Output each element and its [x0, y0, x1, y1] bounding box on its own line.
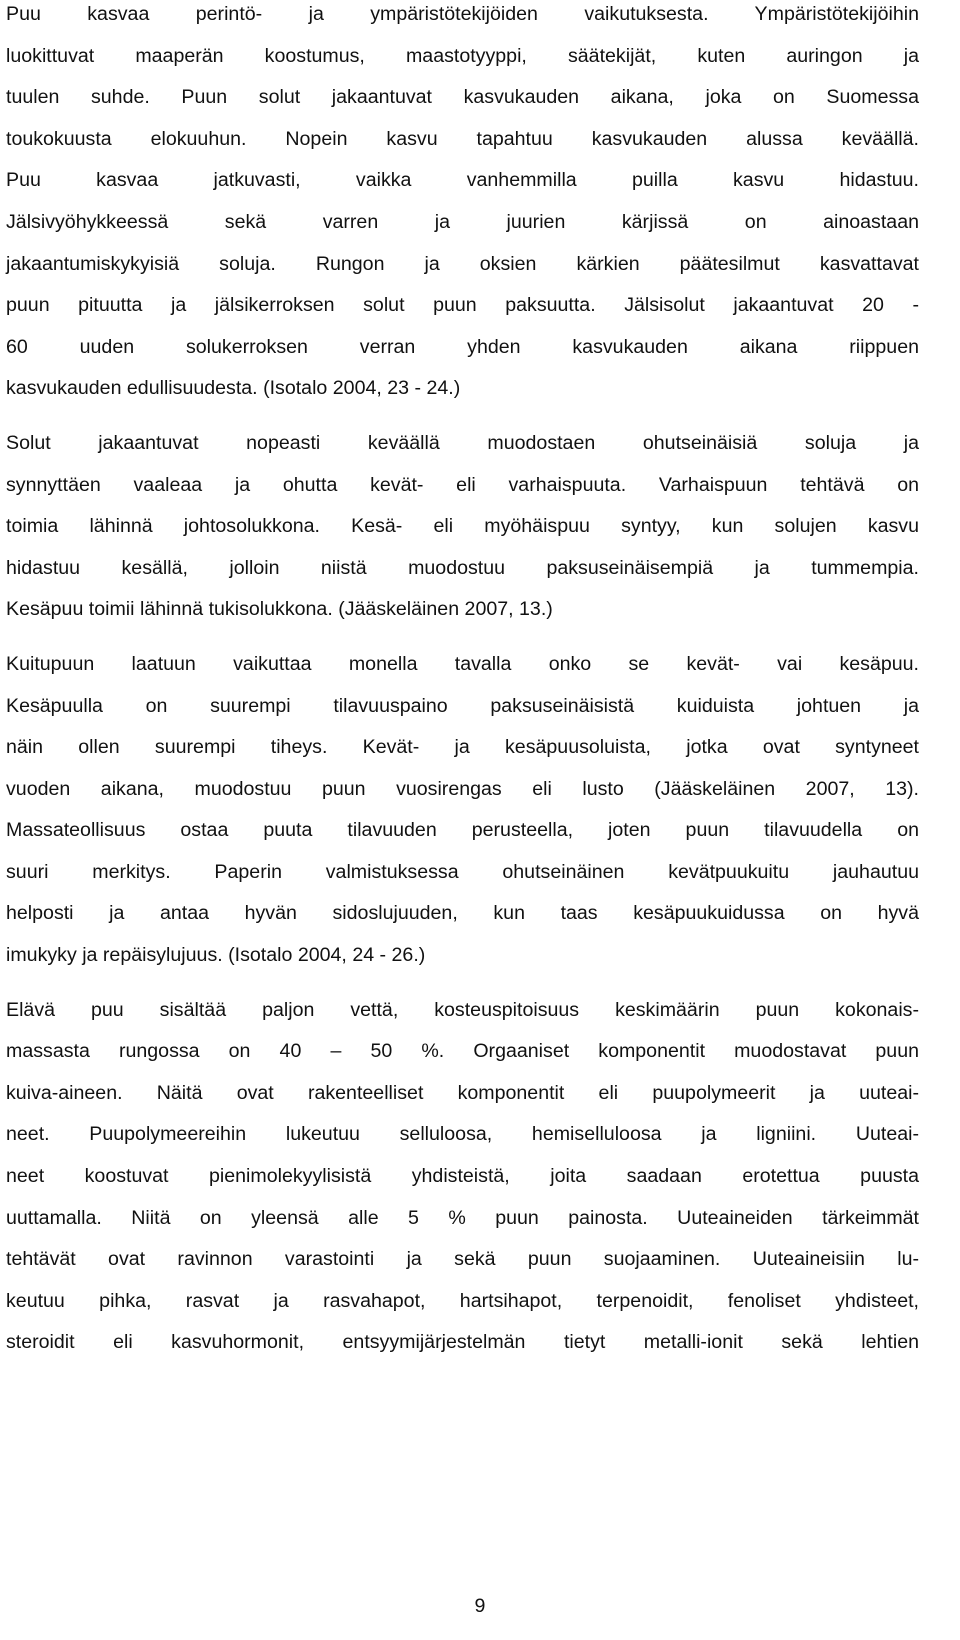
text-line: Kesäpuulla on suurempi tilavuuspaino paksuseinäisistä kuiduista johtuen ja — [6, 694, 919, 717]
text-line: helposti ja antaa hyvän sidoslujuuden, kun taas kesäpuukuidussa on hyvä — [6, 902, 919, 925]
document-body — [6, 0, 919, 1377]
text-line: uuttamalla. Niitä on yleensä alle 5 % puun painosta. Uuteaineiden tärkeimmät — [6, 1206, 919, 1229]
text-line: imukyky ja repäisylujuus. (Isotalo 2004, 24 - 26.) — [6, 944, 426, 967]
text-line: Jälsivyöhykkeessä sekä varren ja juurien kärjissä on ainoastaan — [6, 210, 919, 233]
text-line: synnyttäen vaaleaa ja ohutta kevät- eli varhaispuuta. Varhaispuun tehtävä on — [6, 473, 919, 496]
text-line: Elävä puu sisältää paljon vettä, kosteuspitoisuus keskimäärin puun kokonais- — [6, 998, 919, 1021]
text-line: Kuitupuun laatuun vaikuttaa monella tavalla onko se kevät- vai kesäpuu. — [6, 652, 919, 675]
text-line: luokittuvat maaperän koostumus, maastotyyppi, säätekijät, kuten auringon ja — [6, 44, 919, 67]
text-line: Kesäpuu toimii lähinnä tukisolukkona. (Jääskeläinen 2007, 13.) — [6, 598, 553, 621]
text-line: kuiva-aineen. Näitä ovat rakenteelliset komponentit eli puupolymeerit ja uuteai- — [6, 1081, 919, 1104]
text-line: kasvukauden edullisuudesta. (Isotalo 2004, 23 - 24.) — [6, 377, 461, 400]
page-number: 9 — [474, 1595, 486, 1617]
text-line: keutuu pihka, rasvat ja rasvahapot, hartsihapot, terpenoidit, fenoliset yhdisteet, — [6, 1289, 919, 1312]
text-line: hidastuu kesällä, jolloin niistä muodostuu paksuseinäisempiä ja tummempia. — [6, 556, 919, 579]
text-line: puun pituutta ja jälsikerroksen solut puun paksuutta. Jälsisolut jakaantuvat 20 - — [6, 294, 919, 317]
text-line: toimia lähinnä johtosolukkona. Kesä- eli myöhäispuu syntyy, kun solujen kasvu — [6, 515, 919, 538]
text-line: Massateollisuus ostaa puuta tilavuuden perusteella, joten puun tilavuudella on — [6, 819, 919, 842]
text-line: tehtävät ovat ravinnon varastointi ja sekä puun suojaaminen. Uuteaineisiin lu- — [6, 1248, 919, 1271]
text-line: tuulen suhde. Puun solut jakaantuvat kasvukauden aikana, joka on Suomessa — [6, 86, 919, 109]
text-line: toukokuusta elokuuhun. Nopein kasvu tapahtuu kasvukauden alussa keväällä. — [6, 127, 919, 150]
text-line: Puu kasvaa jatkuvasti, vaikka vanhemmilla puilla kasvu hidastuu. — [6, 169, 919, 192]
paragraph-1 — [6, 0, 919, 410]
text-line: neet koostuvat pienimolekyylisistä yhdisteistä, joita saadaan erotettua puusta — [6, 1165, 919, 1188]
text-line: steroidit eli kasvuhormonit, entsyymijärjestelmän tietyt metalli-ionit sekä lehtien — [6, 1331, 919, 1354]
paragraph-2 — [6, 423, 919, 631]
text-line: suuri merkitys. Paperin valmistuksessa ohutseinäinen kevätpuukuitu jauhautuu — [6, 860, 919, 883]
text-line: Puu kasvaa perintö- ja ympäristötekijöiden vaikutuksesta. Ympäristötekijöihin — [6, 3, 919, 25]
text-line: näin ollen suurempi tiheys. Kevät- ja kesäpuusoluista, jotka ovat syntyneet — [6, 736, 919, 759]
text-line: vuoden aikana, muodostuu puun vuosirengas eli lusto (Jääskeläinen 2007, 13). — [6, 777, 919, 800]
text-line: jakaantumiskykyisiä soluja. Rungon ja oksien kärkien päätesilmut kasvattavat — [6, 252, 919, 275]
paragraph-3 — [6, 644, 919, 977]
text-line: Solut jakaantuvat nopeasti keväällä muodostaen ohutseinäisiä soluja ja — [6, 431, 919, 454]
paragraph-4 — [6, 990, 919, 1364]
text-line: massasta rungossa on 40 – 50 %. Orgaaniset komponentit muodostavat puun — [6, 1040, 919, 1063]
text-line: neet. Puupolymeereihin lukeutuu selluloosa, hemiselluloosa ja ligniini. Uuteai- — [6, 1123, 919, 1146]
text-line: 60 uuden solukerroksen verran yhden kasvukauden aikana riippuen — [6, 335, 919, 358]
